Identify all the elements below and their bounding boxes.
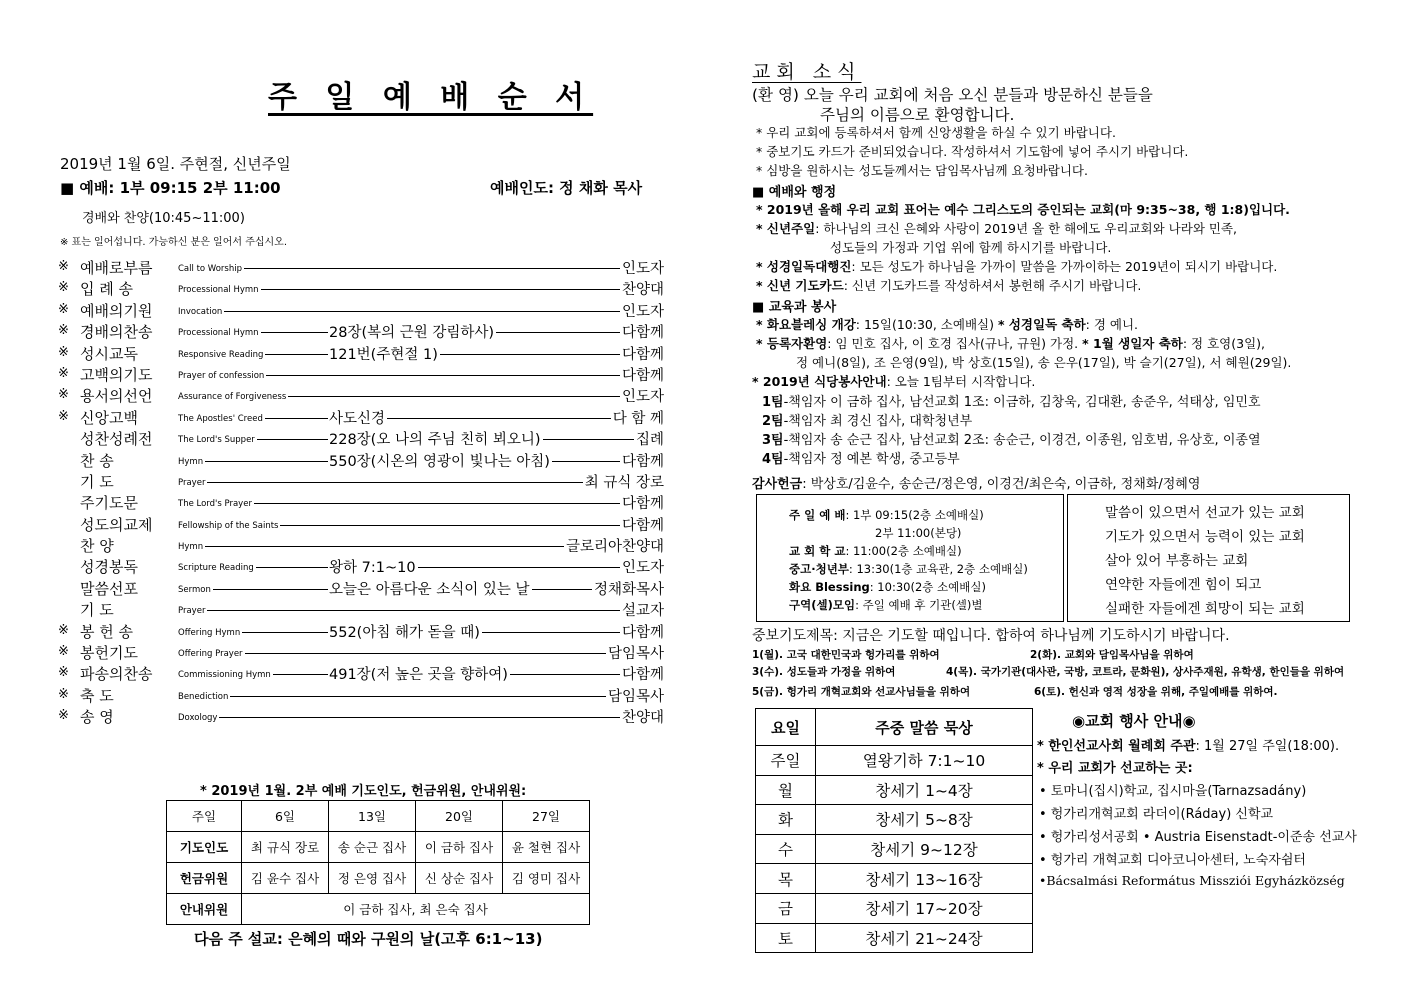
duty-header: 20일 (416, 801, 503, 832)
welcome-line: 주님의 이름으로 환영합니다. (820, 106, 1015, 124)
order-item-english: Fellowship of the Saints (178, 520, 279, 531)
next-sermon: 다음 주 설교: 은혜의 때와 구원의 날(고후 6:1~13) (194, 930, 543, 948)
edu-item (756, 315, 1138, 333)
edu-item-text: -책임자 최 경신 집사, 대학청년부 (783, 414, 973, 429)
edu-item-text: -책임자 송 순근 집사, 남선교회 2조: 송순근, 이경건, 이종원, 임호범, 유상호, 이종열 (783, 433, 1261, 448)
leader-line (387, 418, 611, 419)
edu-item-text: -책임자 정 예본 학생, 중고등부 (783, 452, 960, 467)
edu-item-label: * 화요블레싱 개강 (756, 317, 856, 332)
order-item-person: 인도자 (621, 303, 664, 320)
schedule-value: 2부 11:00(본당) (875, 526, 962, 540)
duty-row-guide (167, 894, 590, 925)
duty-header: 13일 (329, 801, 416, 832)
order-item-person: 다함께 (621, 367, 664, 384)
motto-line: 실패한 자들에겐 희망이 되는 교회 (1105, 601, 1305, 617)
order-item-english: Sermon (178, 584, 211, 595)
leader-line (266, 375, 620, 376)
order-item-english: Offering Prayer (178, 649, 243, 660)
duty-cell: 정 은영 집사 (329, 863, 416, 894)
intercession-item: 1(월). 고국 대한민국과 헝가리를 위하여 (752, 649, 940, 661)
duty-row-label: 헌금위원 (167, 863, 242, 894)
date-line: 2019년 1월 6일. 주현절, 신년주일 (60, 155, 291, 173)
order-item-name: 경배의찬송 (80, 323, 153, 342)
order-row (58, 621, 664, 642)
news-title: 교회 소식 (752, 61, 862, 83)
duty-heading: * 2019년 1월. 2부 예배 기도인도, 헌금위원, 안내위원: (200, 784, 527, 799)
edu-item-text: 정 예니(8일), 조 은영(9일), 박 상호(15일), 송 은우(17일), 박 슬기(27일), 서 혜원(29일). (796, 355, 1292, 370)
order-item-person: 설교자 (621, 603, 664, 620)
leader-line (205, 461, 328, 462)
order-item-person: 인도자 (621, 389, 664, 406)
leader-line (482, 632, 620, 633)
order-row (58, 663, 664, 684)
duty-row-offering (167, 863, 590, 894)
order-item-person: 담임목사 (607, 646, 664, 663)
schedule-box (756, 494, 1064, 622)
reading-row (756, 775, 1033, 805)
order-item-name: 성경봉독 (80, 558, 138, 577)
welcome-line: (환 영) 오늘 우리 교회에 처음 오신 분들과 방문하신 분들을 (752, 86, 1153, 104)
reading-day: 토 (756, 923, 816, 953)
edu-item-text: : 임 민호 집사, 이 호경 집사(규나, 규원) 가정. (827, 336, 1083, 351)
order-item-english: Benediction (178, 691, 229, 702)
leader-line (273, 674, 328, 675)
duty-row-prayer (167, 832, 590, 863)
order-item-english: Hymn (178, 542, 204, 553)
order-item-name: 예배로부름 (80, 259, 153, 277)
stand-mark: ※ (58, 686, 69, 702)
edu-item-label: * 성경일독 축하 (997, 317, 1086, 332)
edu-item (756, 334, 1265, 352)
edu-item-label: 4팀 (762, 452, 784, 467)
order-item-name: 성찬성례전 (80, 430, 153, 449)
mission-item: •Bácsalmási Református Missziói Egyházközség (1039, 873, 1345, 888)
order-item-hymn: 550장(시온의 영광이 빛나는 아침) (329, 453, 550, 470)
leader-line (261, 289, 620, 290)
order-item-hymn: 228장(오 나의 주님 친히 뵈오니) (329, 432, 541, 449)
reading-row (756, 893, 1033, 923)
worship-item-text: : 하나님의 크신 은혜와 사랑이 2019년 올 한 해에도 우리교회와 나라와 민족, (815, 221, 1238, 236)
stand-mark: ※ (58, 301, 69, 317)
duty-table (166, 800, 590, 925)
edu-item-label: * 1월 생일자 축하 (1082, 336, 1183, 351)
order-item-english: Processional Hymn (178, 285, 259, 296)
worship-item-text: : 신년 기도카드를 작성하셔서 봉헌해 주시기 바랍니다. (843, 278, 1142, 293)
stand-mark: ※ (58, 708, 69, 724)
reading-day: 월 (756, 775, 816, 805)
reading-header-row (756, 709, 1033, 746)
page-title: 주 일 예 배 순 서 (268, 80, 594, 115)
order-item-english: The Lord's Prayer (178, 499, 252, 510)
order-item-english: The Apostles' Creed (178, 413, 263, 424)
welcome-item: * 우리 교회에 등록하셔서 함께 신앙생활을 하실 수 있기 바랍니다. (756, 125, 1116, 140)
offering-line (752, 473, 1200, 492)
duty-cell: 윤 철현 집사 (503, 832, 590, 863)
leader-line (256, 567, 328, 568)
order-item-name: 봉 헌 송 (80, 622, 134, 641)
leader-line (205, 546, 564, 547)
order-item-english: Invocation (178, 306, 223, 317)
leader-line (207, 482, 583, 483)
order-item-person: 찬양대 (621, 282, 664, 299)
duty-header: 27일 (503, 801, 590, 832)
stand-mark: ※ (58, 365, 69, 381)
order-item-person: 글로리아찬양대 (565, 539, 664, 556)
order-item-name: 기 도 (80, 601, 114, 620)
reading-table (755, 708, 1033, 953)
order-item-person: 다함께 (621, 667, 664, 684)
order-item-person: 다함께 (621, 624, 664, 641)
order-item-person: 최 규식 장로 (584, 474, 664, 491)
order-item-english: Assurance of Forgiveness (178, 392, 287, 403)
motto-line: 기도가 있으면서 능력이 있는 교회 (1105, 529, 1305, 545)
duty-cell: 송 순근 집사 (329, 832, 416, 863)
order-item-english: Processional Hymn (178, 328, 259, 339)
reading-header: 요일 (756, 709, 816, 746)
leader-line (265, 418, 328, 419)
worship-item-label: * 신년주일 (756, 221, 816, 236)
reading-day: 목 (756, 864, 816, 894)
edu-item (796, 353, 1291, 371)
order-item-person: 인도자 (621, 560, 664, 577)
stand-mark: ※ (58, 622, 69, 638)
leader-line (245, 653, 606, 654)
order-row (58, 407, 664, 428)
section-worship-heading: ■ 예배와 행정 (752, 185, 837, 200)
order-item-person: 다 함 께 (612, 410, 664, 427)
worship-item-text: 성도들의 가정과 기업 위에 함께 하시기를 바랍니다. (830, 240, 1112, 255)
reading-day: 화 (756, 805, 816, 835)
order-row (58, 428, 664, 449)
mission-item: • 헝가리 개혁교회 디아코니아센터, 노숙자쉼터 (1039, 853, 1306, 868)
stand-mark: ※ (58, 665, 69, 681)
intercession-item: 4(목). 국가기관(대사관, 국방, 코트라, 문화원), 상사주재원, 유학생, 한인들을 위하여 (946, 666, 1345, 678)
order-row (58, 471, 664, 492)
duty-row-label: 기도인도 (167, 832, 242, 863)
reading-row (756, 834, 1033, 864)
duty-cell: 이 금하 집사 (416, 832, 503, 863)
schedule-value: : 13:30(1층 교육관, 2층 소예배실) (848, 562, 1028, 576)
reading-day: 금 (756, 893, 816, 923)
order-row (58, 685, 664, 706)
reading-passage: 창세기 9~12장 (816, 834, 1033, 864)
edu-item-text: : 오늘 1팀부터 시작합니다. (886, 374, 1036, 389)
reading-row (756, 746, 1033, 776)
order-item-person: 담임목사 (607, 688, 664, 705)
order-row (58, 300, 664, 321)
order-item-name: 말씀선포 (80, 579, 138, 598)
duty-cell: 김 윤수 집사 (242, 863, 329, 894)
schedule-key: 구역(셀)모임 (789, 598, 856, 612)
offering-label: 감사헌금 (752, 477, 803, 492)
order-row (58, 642, 664, 663)
reading-row (756, 864, 1033, 894)
order-item-name: 찬 양 (80, 537, 114, 556)
order-item-name: 신앙고백 (80, 408, 138, 427)
motto-line: 연약한 자들에겐 힘이 되고 (1105, 577, 1262, 593)
edu-item-label: 2팀 (762, 414, 784, 429)
leader-line (257, 439, 328, 440)
order-item-name: 기 도 (80, 472, 114, 491)
order-item-hymn: 사도신경 (329, 410, 386, 427)
worship-item (830, 238, 1111, 256)
schedule-value: : 주일 예배 후 기관(셀)별 (855, 598, 983, 612)
stand-mark: ※ (58, 323, 69, 339)
schedule-value: : 11:00(2층 소예배실) (845, 544, 962, 558)
order-item-person: 인도자 (621, 261, 664, 277)
reading-passage: 열왕기하 7:1~10 (816, 746, 1033, 776)
order-item-name: 주기도문 (80, 494, 138, 513)
worship-item (756, 257, 1277, 275)
leader-line (242, 632, 328, 633)
order-item-name: 송 영 (80, 708, 114, 727)
order-item-person: 찬양대 (621, 710, 664, 727)
order-row (58, 578, 664, 599)
order-item-name: 파송의찬송 (80, 665, 153, 684)
worship-time: ■ 예배: 1부 09:15 2부 11:00 (60, 179, 281, 197)
section-edu-heading: ■ 교육과 봉사 (752, 300, 837, 315)
leader-line (510, 674, 620, 675)
event-text: : 1월 27일 주일(18:00). (1195, 739, 1340, 754)
reading-day: 수 (756, 834, 816, 864)
leader-line (280, 525, 620, 526)
edu-item-label: * 등록자환영 (756, 336, 828, 351)
intercession-item: 2(화). 교회와 담임목사님을 위하여 (1030, 649, 1194, 661)
order-row (58, 450, 664, 471)
edu-item-text: : 경 예니. (1085, 317, 1139, 332)
order-item-english: The Lord's Supper (178, 435, 255, 446)
order-item-english: Offering Hymn (178, 627, 241, 638)
schedule-key: 화요 Blessing (789, 580, 870, 594)
duty-cell: 최 규식 장로 (242, 832, 329, 863)
order-row (58, 706, 664, 727)
event-label: * 한인선교사회 월례회 주관 (1037, 739, 1196, 754)
leader-line (261, 332, 328, 333)
edu-item-text: : 15일(10:30, 소예배실) (855, 317, 998, 332)
reading-passage: 창세기 5~8장 (816, 805, 1033, 835)
order-item-name: 용서의선언 (80, 387, 153, 406)
order-item-english: Hymn (178, 456, 204, 467)
order-item-english: Responsive Reading (178, 349, 264, 360)
offering-names: : 박상호/김윤수, 송순근/정은영, 이경건/최은숙, 이금하, 정채화/정혜영 (802, 477, 1201, 492)
reading-header: 주중 말씀 묵상 (816, 709, 1033, 746)
worship-item (756, 219, 1237, 237)
worship-item (756, 200, 1290, 218)
worship-item-text: : 모든 성도가 하나님을 가까이 말씀을 가까이하는 2019년이 되시기 바랍니다. (851, 259, 1278, 274)
stand-mark: ※ (58, 280, 69, 296)
order-item-english: Doxology (178, 713, 218, 724)
schedule-value: : 10:30(2층 소예배실) (869, 580, 986, 594)
order-item-person: 다함께 (621, 325, 664, 342)
order-row (58, 535, 664, 556)
intercession-item: 6(토). 헌신과 영적 성장을 위해, 주일예배를 위하여. (1034, 686, 1278, 698)
duty-header-row (167, 801, 590, 832)
duty-cell: 김 영미 집사 (503, 863, 590, 894)
leader-line (440, 354, 620, 355)
order-item-name: 찬 송 (80, 451, 114, 470)
stand-mark: ※ (58, 644, 69, 660)
order-item-person: 정채화목사 (593, 581, 664, 598)
edu-item-label: 1팀 (762, 395, 784, 410)
duty-header: 6일 (242, 801, 329, 832)
order-item-english: Commissioning Hymn (178, 670, 271, 681)
order-item-name: 고백의기도 (80, 365, 153, 384)
order-item-hymn: 28장(복의 근원 강림하사) (329, 325, 495, 342)
order-item-name: 입 례 송 (80, 280, 134, 299)
order-item-english: Call to Worship (178, 264, 242, 274)
order-item-english: Prayer (178, 477, 206, 488)
order-item-hymn: 오늘은 아름다운 소식이 있는 날 (329, 581, 530, 598)
order-row (58, 599, 664, 620)
order-item-name: 예배의기원 (80, 301, 153, 320)
intercession-item: 5(금). 헝가리 개혁교회와 선교사님들을 위하여 (752, 686, 971, 698)
reading-passage: 창세기 13~16장 (816, 864, 1033, 894)
leader-line (224, 311, 620, 312)
leader-line (265, 354, 328, 355)
leader-line (532, 589, 592, 590)
intercession-item: 3(수). 성도들과 가정을 위하여 (752, 666, 896, 678)
order-item-person: 다함께 (621, 346, 664, 363)
intercession-title: 중보기도제목: 지금은 기도할 때입니다. 합하여 하나님께 기도하시기 바랍니다. (752, 628, 1230, 644)
edu-item (762, 448, 960, 467)
mission-item: • 헝가리개혁교회 라더이(Ráday) 신학교 (1039, 807, 1274, 822)
leader-line (418, 567, 620, 568)
order-row (58, 556, 664, 577)
edu-item (762, 391, 1261, 410)
order-row (58, 321, 664, 342)
order-item-name: 축 도 (80, 686, 114, 705)
edu-item-text: : 정 호영(3일), (1182, 336, 1266, 351)
order-item-name: 성시교독 (80, 344, 138, 363)
worship-item (756, 276, 1141, 294)
edu-item (762, 410, 972, 429)
motto-box (1067, 494, 1350, 622)
welcome-block (752, 85, 1153, 125)
leader-line (230, 696, 606, 697)
edu-item-text: -책임자 이 금하 집사, 남선교회 1조: 이금하, 김창욱, 김대환, 송준우, 석태상, 임민호 (783, 395, 1261, 410)
welcome-item: * 심방을 원하시는 성도들께서는 담임목사님께 요청바랍니다. (756, 163, 1088, 178)
order-item-person: 다함께 (621, 517, 664, 534)
order-row (58, 385, 664, 406)
order-row (58, 343, 664, 364)
order-item-hymn: 552(아침 해가 돋을 때) (329, 624, 480, 641)
order-item-english: Prayer (178, 606, 206, 617)
events-title: ◉교회 행사 안내◉ (1072, 712, 1196, 730)
reading-passage: 창세기 21~24장 (816, 923, 1033, 953)
order-item-hymn: 왕하 7:1~10 (329, 560, 416, 577)
schedule-key: 주 일 예 배 (789, 508, 846, 522)
order-item-name: 성도의교제 (80, 515, 153, 534)
schedule-value: : 1부 09:15(2층 소예배실) (845, 508, 984, 522)
edu-item-label: * 2019년 식당봉사안내 (752, 374, 887, 389)
order-row (58, 257, 664, 278)
mission-item: • 토마니(집시)학교, 집시마을(Tarnazsadány) (1039, 784, 1307, 799)
leader-line (543, 439, 634, 440)
event-line (1037, 735, 1339, 754)
reading-day: 주일 (756, 746, 816, 776)
worship-item-label: * 신년 기도카드 (756, 278, 844, 293)
stand-note: ※ 표는 일어섭니다. 가능하신 분은 일어서 주십시오. (60, 237, 288, 248)
order-row (58, 514, 664, 535)
duty-cell: 신 상순 집사 (416, 863, 503, 894)
order-row (58, 492, 664, 513)
leader-line (213, 589, 328, 590)
worship-item-label: * 2019년 올해 우리 교회 표어는 예수 그리스도의 증인되는 교회(마 9:35~38, 행 1:8)입니다. (756, 202, 1290, 217)
order-item-hymn: 491장(저 높은 곳을 향하여) (329, 667, 508, 684)
reading-passage: 창세기 17~20장 (816, 893, 1033, 923)
stand-mark: ※ (58, 387, 69, 403)
worship-order-list (58, 257, 664, 728)
leader-line (207, 610, 620, 611)
welcome-item: * 중보기도 카드가 준비되었습니다. 작성하셔서 기도함에 넣어 주시기 바랍니다. (756, 144, 1189, 159)
order-item-hymn: 121번(주현절 1) (329, 346, 438, 363)
reading-row (756, 805, 1033, 835)
order-item-person: 집례 (635, 432, 664, 449)
schedule-key: 교 회 학 교 (789, 544, 846, 558)
schedule-key: 중고·청년부 (789, 562, 849, 576)
stand-mark: ※ (58, 408, 69, 424)
order-item-person: 다함께 (621, 496, 664, 513)
leader-line (219, 717, 620, 718)
leader-line (552, 461, 620, 462)
leader-line (244, 268, 620, 269)
leader-line (288, 396, 620, 397)
worship-leader: 예배인도: 정 채화 목사 (490, 179, 643, 197)
order-item-name: 봉헌기도 (80, 644, 138, 663)
stand-mark: ※ (58, 259, 69, 274)
duty-row-label: 안내위원 (167, 894, 242, 925)
praise-time: 경배와 찬양(10:45~11:00) (82, 211, 245, 226)
reading-row (756, 923, 1033, 953)
order-row (58, 278, 664, 299)
order-item-english: Scripture Reading (178, 563, 254, 574)
stand-mark: ※ (58, 344, 69, 360)
event-label: * 우리 교회가 선교하는 곳: (1037, 761, 1193, 776)
worship-item-label: * 성경일독대행진 (756, 259, 852, 274)
edu-item (752, 372, 1035, 390)
mission-item: • 헝가리성서공회 • Austria Eisenstadt-이준송 선교사 (1039, 830, 1357, 845)
order-item-english: Prayer of confession (178, 370, 265, 381)
edu-item (762, 429, 1261, 448)
leader-line (254, 503, 620, 504)
edu-item-label: 3팀 (762, 433, 784, 448)
motto-line: 살아 있어 부흥하는 교회 (1105, 553, 1249, 569)
reading-passage: 창세기 1~4장 (816, 775, 1033, 805)
leader-line (496, 332, 620, 333)
order-row (58, 364, 664, 385)
duty-guide-value: 이 금하 집사, 최 은숙 집사 (242, 894, 590, 925)
motto-line: 말씀이 있으면서 선교가 있는 교회 (1105, 505, 1305, 521)
order-item-person: 다함께 (621, 453, 664, 470)
duty-header: 주일 (167, 801, 242, 832)
